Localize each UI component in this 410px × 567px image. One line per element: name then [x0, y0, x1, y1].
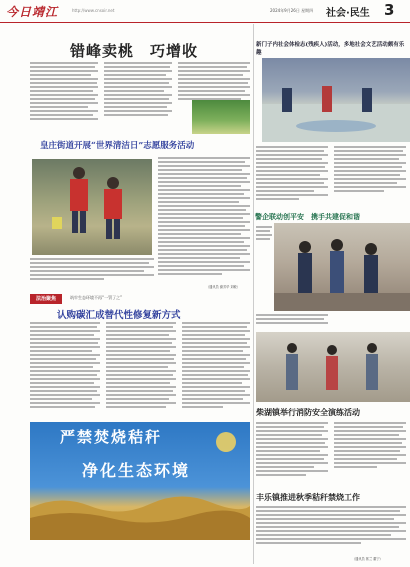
- headline-right-1: 新门子内社会体检志(残疾人)活动，多地社会文艺活动颇有乐趣: [256, 42, 405, 56]
- headline-peach-sales: 错峰卖桃 巧增收: [70, 42, 199, 60]
- article-body-3a: [30, 322, 100, 416]
- credit-right: （通讯员 郭兰 董宁）: [352, 557, 383, 561]
- masthead-url: http://www.cnsoir.net: [72, 8, 115, 13]
- banner-line-2: 净化生态环境: [82, 461, 191, 480]
- article-right-4: [256, 506, 406, 550]
- article-right-2a: [256, 314, 328, 330]
- section-name: 社会·民生: [326, 8, 370, 19]
- masthead: [0, 0, 410, 23]
- police-patrol-photo: [274, 223, 410, 311]
- peach-photo: [192, 100, 250, 134]
- volunteers-cleanup-photo: [32, 159, 152, 255]
- article-body-1b: [104, 62, 172, 132]
- article-body-1a: [30, 62, 98, 132]
- column-divider: [253, 24, 254, 564]
- section-tag: 法治聚焦: [30, 294, 62, 304]
- headline-carbon-sink: 认购碳汇成替代性修复新方式: [57, 310, 181, 321]
- article-right-3b: [334, 422, 406, 484]
- masthead-date: 2024年9月26日 星期四: [270, 8, 314, 13]
- community-photo: [256, 332, 410, 402]
- headline-right-3: 柴湖镇举行消防安全演练活动: [256, 407, 360, 417]
- banner-line-1: 严禁焚烧秸秆: [60, 428, 163, 446]
- event-photo-1: [262, 58, 410, 142]
- headline-right-2: 警企联动创平安 携手共建促和谐: [255, 212, 360, 221]
- kicker-carbon: 筑牢生态环境不再“一罚了之”: [70, 295, 123, 300]
- article-body-3b: [106, 322, 176, 416]
- article-right-2-sidebar: [256, 226, 272, 326]
- article-body-2a: [30, 258, 154, 290]
- article-right-1b: [334, 146, 406, 206]
- headline-cleanup-day: 皇庄街道开展“世界清洁日”志愿服务活动: [40, 141, 195, 151]
- article-body-3c: [182, 322, 250, 416]
- article-right-3a: [256, 422, 328, 484]
- newspaper-logo: 今日靖江: [6, 5, 59, 19]
- article-right-1a: [256, 146, 328, 206]
- credit-cleanup: （通讯员 谢芳华 刘敏）: [206, 285, 240, 289]
- page-number: 3: [384, 1, 395, 19]
- article-body-2b: [158, 157, 250, 282]
- headline-right-4: 丰乐镇推进秋季秸秆禁烧工作: [256, 492, 360, 502]
